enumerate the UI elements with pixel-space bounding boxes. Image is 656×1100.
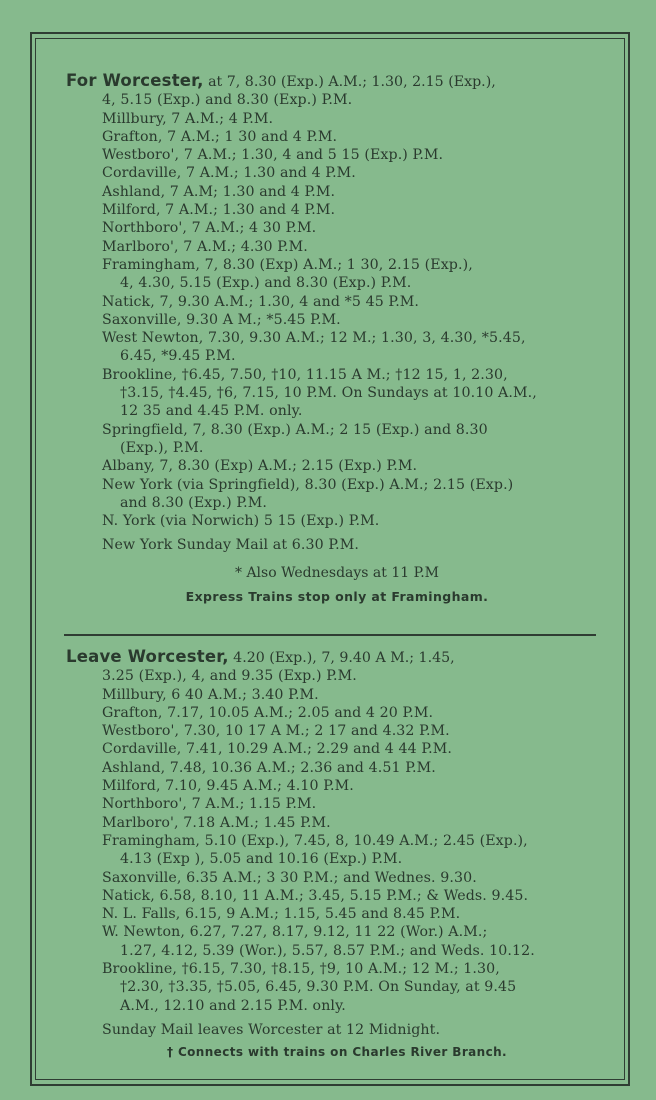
entry-line: Marlboro', 7 A.M.; 4.30 P.M.	[102, 238, 308, 255]
entry-line: Springfield, 7, 8.30 (Exp.) A.M.; 2 15 (Exp.) and 8.30	[102, 421, 488, 438]
timetable-entry	[66, 219, 608, 237]
entry-line: Millbury, 7 A.M.; 4 P.M.	[102, 110, 274, 127]
timetable-entry	[66, 905, 608, 923]
timetable-entry	[66, 686, 608, 704]
entry-line: Saxonville, 9.30 A M.; *5.45 P.M.	[102, 311, 341, 328]
entry-line: Cordaville, 7 A.M.; 1.30 and 4 P.M.	[102, 165, 356, 182]
entry-line: Northboro', 7 A.M.; 4 30 P.M.	[102, 220, 317, 237]
from-worcester-heading: Leave Worcester,	[66, 647, 229, 666]
entry-line: Ashland, 7.48, 10.36 A.M.; 2.36 and 4.51 P.M.	[102, 759, 436, 776]
timetable-entry	[66, 329, 608, 366]
entry-continuation: 12 35 and 4.45 P.M. only.	[120, 403, 303, 420]
entry-line: New York Sunday Mail at 6.30 P.M.	[102, 537, 359, 554]
timetable-entry	[66, 164, 608, 182]
wednesday-note: * Also Wednesdays at 11 P.M	[235, 564, 439, 581]
entry-line: Milford, 7 A.M.; 1.30 and 4 P.M.	[102, 202, 336, 219]
entry-line: Albany, 7, 8.30 (Exp) A.M.; 2.15 (Exp.) P.M.	[102, 458, 418, 475]
entry-line: Framingham, 5.10 (Exp.), 7.45, 8, 10.49 A.M.; 2.45 (Exp.),	[102, 832, 528, 849]
entry-line: Westboro', 7 A.M.; 1.30, 4 and 5 15 (Exp.) P.M.	[102, 147, 444, 164]
entry-continuation: 4, 4.30, 5.15 (Exp.) and 8.30 (Exp.) P.M.	[120, 275, 412, 292]
to-worcester-heading-cont: 4, 5.15 (Exp.) and 8.30 (Exp.) P.M.	[102, 92, 353, 109]
timetable-entry	[66, 777, 608, 795]
from-worcester-section	[66, 648, 608, 1059]
timetable-entry	[66, 183, 608, 201]
from-worcester-list	[66, 686, 608, 1040]
section-divider	[64, 634, 596, 636]
timetable-entry	[66, 311, 608, 329]
entry-line: Northboro', 7 A.M.; 1.15 P.M.	[102, 796, 317, 813]
entry-line: West Newton, 7.30, 9.30 A.M.; 12 M.; 1.30, 3, 4.30, *5.45,	[102, 330, 526, 347]
entry-line: Natick, 7, 9.30 A.M.; 1.30, 4 and *5 45 P.M.	[102, 293, 420, 310]
entry-line: Cordaville, 7.41, 10.29 A.M.; 2.29 and 4 44 P.M.	[102, 741, 452, 758]
entry-line: Grafton, 7 A.M.; 1 30 and 4 P.M.	[102, 128, 338, 145]
branch-note: † Connects with trains on Charles River Branch.	[166, 1045, 508, 1060]
timetable-entry	[66, 960, 608, 1015]
entry-line: Millbury, 6 40 A.M.; 3.40 P.M.	[102, 686, 319, 703]
timetable-entry	[66, 201, 608, 219]
entry-line: Ashland, 7 A.M; 1.30 and 4 P.M.	[102, 183, 336, 200]
entry-line: Grafton, 7.17, 10.05 A.M.; 2.05 and 4 20 P.M.	[102, 704, 434, 721]
entry-line: Brookline, †6.45, 7.50, †10, 11.15 A M.; †12 15, 1, 2.30,	[102, 366, 508, 383]
timetable-entry	[66, 814, 608, 832]
timetable-entry	[66, 256, 608, 293]
express-note: Express Trains stop only at Framingham.	[185, 588, 489, 604]
timetable-entry	[66, 457, 608, 475]
timetable-entry	[66, 512, 608, 530]
entry-continuation: (Exp.), P.M.	[120, 439, 204, 456]
to-worcester-section	[66, 72, 608, 604]
entry-continuation: 1.27, 4.12, 5.39 (Wor.), 5.57, 8.57 P.M.; and Weds. 10.12.	[120, 942, 535, 959]
to-worcester-list	[66, 110, 608, 555]
timetable-entry	[66, 110, 608, 128]
timetable-entry	[66, 869, 608, 887]
timetable-entry	[66, 146, 608, 164]
entry-continuation: 4.13 (Exp ), 5.05 and 10.16 (Exp.) P.M.	[120, 851, 403, 868]
from-worcester-heading-times: 4.20 (Exp.), 7, 9.40 A M.; 1.45,	[228, 650, 455, 666]
entry-continuation: A.M., 12.10 and 2.15 P.M. only.	[120, 997, 346, 1014]
timetable-entry	[66, 536, 608, 554]
entry-line: New York (via Springfield), 8.30 (Exp.) A.M.; 2.15 (Exp.)	[102, 476, 514, 493]
timetable-entry	[66, 887, 608, 905]
timetable-entry	[66, 238, 608, 256]
timetable-entry	[66, 832, 608, 869]
entry-line: W. Newton, 6.27, 7.27, 8.17, 9.12, 11 22 (Wor.) A.M.;	[102, 924, 488, 941]
entry-line: Brookline, †6.15, 7.30, †8.15, †9, 10 A.M.; 12 M.; 1.30,	[102, 961, 500, 978]
entry-line: Sunday Mail leaves Worcester at 12 Midnight.	[102, 1021, 441, 1038]
entry-line: N. York (via Norwich) 5 15 (Exp.) P.M.	[102, 513, 380, 530]
to-worcester-heading-times: at 7, 8.30 (Exp.) A.M.; 1.30, 2.15 (Exp.),	[203, 74, 496, 90]
entry-line: Natick, 6.58, 8.10, 11 A.M.; 3.45, 5.15 P.M.; & Weds. 9.45.	[102, 887, 529, 904]
timetable-entry	[66, 722, 608, 740]
timetable-entry	[66, 293, 608, 311]
timetable-entry	[66, 1021, 608, 1039]
timetable-entry	[66, 128, 608, 146]
to-worcester-heading-line	[66, 72, 608, 91]
entry-line: Framingham, 7, 8.30 (Exp) A.M.; 1 30, 2.15 (Exp.),	[102, 256, 473, 273]
entry-continuation: 6.45, *9.45 P.M.	[120, 348, 236, 365]
timetable-entry	[66, 421, 608, 458]
entry-line: N. L. Falls, 6.15, 9 A.M.; 1.15, 5.45 and 8.45 P.M.	[102, 906, 461, 923]
entry-line: Milford, 7.10, 9.45 A.M.; 4.10 P.M.	[102, 778, 354, 795]
entry-continuation: and 8.30 (Exp.) P.M.	[120, 494, 268, 511]
timetable-entry	[66, 740, 608, 758]
timetable-entry	[66, 923, 608, 960]
entry-line: Marlboro', 7.18 A.M.; 1.45 P.M.	[102, 814, 331, 831]
timetable-entry	[66, 366, 608, 421]
entry-continuation: †2.30, †3.35, †5.05, 6.45, 9.30 P.M. On Sunday, at 9.45	[120, 979, 517, 996]
entry-line: Westboro', 7.30, 10 17 A M.; 2 17 and 4.32 P.M.	[102, 723, 450, 740]
timetable-entry	[66, 795, 608, 813]
from-worcester-heading-line	[66, 648, 608, 667]
entry-continuation: †3.15, †4.45, †6, 7.15, 10 P.M. On Sundays at 10.10 A.M.,	[120, 385, 537, 402]
timetable-entry	[66, 759, 608, 777]
from-worcester-heading-cont: 3.25 (Exp.), 4, and 9.35 (Exp.) P.M.	[102, 668, 357, 685]
to-worcester-heading: For Worcester,	[66, 71, 204, 90]
entry-line: Saxonville, 6.35 A.M.; 3 30 P.M.; and Wednes. 9.30.	[102, 869, 477, 886]
timetable-entry	[66, 704, 608, 722]
timetable-entry	[66, 476, 608, 513]
